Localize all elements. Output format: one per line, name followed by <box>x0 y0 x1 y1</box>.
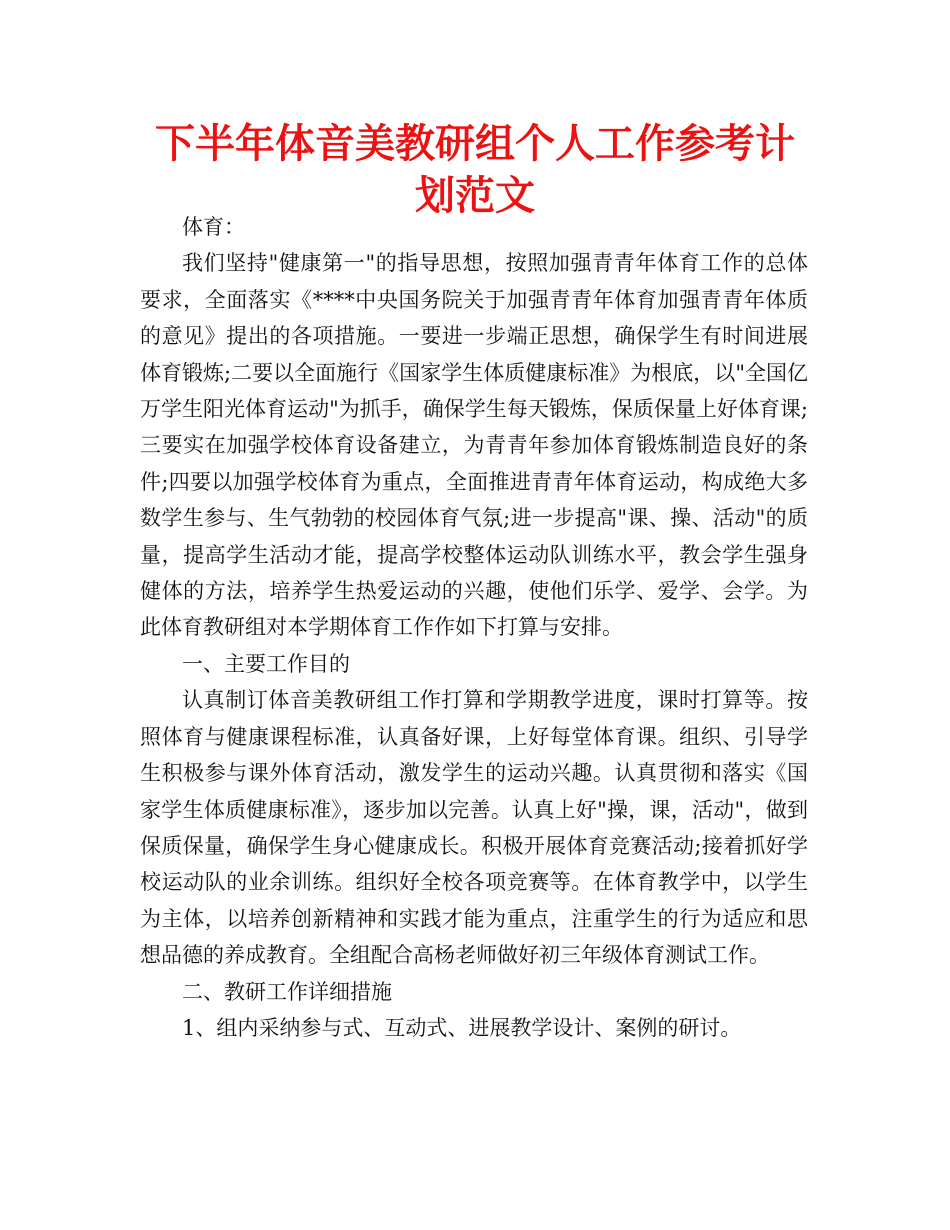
paragraph-goals: 认真制订体音美教研组工作打算和学期教学进度，课时打算等。按照体育与健康课程标准，认真备好课，上好每堂体育课。组织、引导学生积极参与课外体育活动，激发学生的运动兴趣。认真贯彻和落实《国家学生体质健康标准》，逐步加以完善。认真上好"操，课，活动"，做到保质保量，确保学生身心健康成长。积极开展体育竞赛活动;接着抓好学校运动队的业余训练。组织好全校各项竞赛等。在体育教学中，以学生为主体，以培养创新精神和实践才能为重点，注重学生的行为适应和思想品德的养成教育。全组配合高杨老师做好初三年级体育测试工作。 <box>140 688 808 968</box>
paragraph-intro: 我们坚持"健康第一"的指导思想，按照加强青青年体育工作的总体要求，全面落实《****中央国务院关于加强青青年体育加强青青年体质的意见》提出的各项措施。一要进一步端正思想，确保学生有时间进展体育锻炼;二要以全面施行《国家学生体质健康标准》为根底，以"全国亿万学生阳光体育运动"为抓手，确保学生每天锻炼，保质保量上好体育课;三要实在加强学校体育设备建立，为青青年参加体育锻炼制造良好的条件;四要以加强学校体育为重点，全面推进青青年体育运动，构成绝大多数学生参与、生气勃勃的校园体育气氛;进一步提高"课、操、活动"的质量，提高学生活动才能，提高学校整体运动队训练水平，教会学生强身健体的方法，培养学生热爱运动的兴趣，使他们乐学、爱学、会学。为此体育教研组对本学期体育工作作如下打算与安排。 <box>140 251 808 640</box>
document-title: 下半年体音美教研组个人工作参考计划范文 <box>155 121 795 219</box>
document-body <box>140 209 808 1046</box>
paragraph-section-label: 体育： <box>182 215 245 239</box>
paragraph-measure-1: 1、组内采纳参与式、互动式、进展教学设计、案例的研讨。 <box>182 1015 742 1040</box>
heading-measures: 二、教研工作详细措施 <box>182 979 392 1004</box>
heading-main-goals: 一、主要工作目的 <box>182 651 350 676</box>
